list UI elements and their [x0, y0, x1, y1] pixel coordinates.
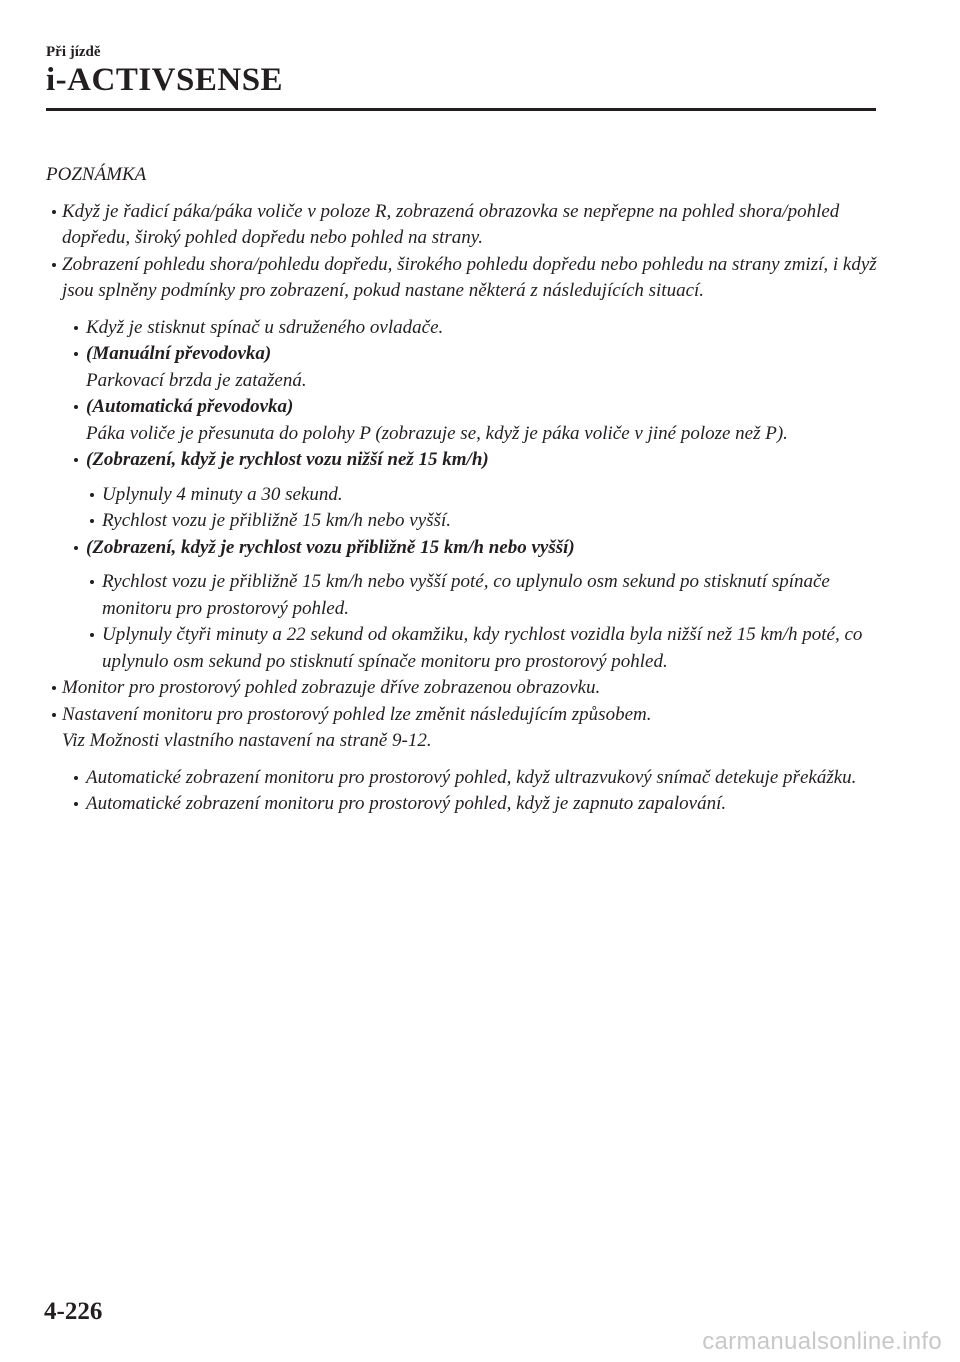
watermark: carmanualsonline.info [702, 1328, 942, 1355]
page-number: 4-226 [44, 1298, 103, 1325]
condition-subitem: Uplynuly 4 minuty a 30 sekund. [102, 483, 343, 505]
bullet-icon [74, 776, 78, 780]
note-item-text: Nastavení monitoru pro prostorový pohled lze změnit následujícím způsobem. [62, 703, 652, 725]
list-item [46, 508, 882, 535]
note-item-text: Zobrazení pohledu shora/pohledu dopředu, širokého pohledu dopředu nebo pohledu na strany zmizí, i když jsou splněny podmínky pro zobrazení, pokud nastane některá z následujících situací. [62, 253, 877, 301]
list-item [46, 341, 882, 394]
list-item [46, 394, 882, 447]
bullet-icon [74, 802, 78, 806]
condition-subitem: Rychlost vozu je přibližně 15 km/h nebo vyšší poté, co uplynulo osm sekund po stisknutí spínače monitoru pro prostorový pohled. [102, 571, 830, 619]
bullet-icon [74, 352, 78, 356]
bullet-icon [52, 263, 56, 267]
list-item [46, 622, 882, 675]
bullet-icon [90, 633, 94, 637]
section-title: i-ACTIVSENSE [46, 62, 284, 98]
condition-heading: (Zobrazení, když je rychlost vozu nižší než 15 km/h) [86, 449, 489, 470]
bullet-icon [74, 326, 78, 330]
list-item [46, 482, 882, 509]
list-item [46, 315, 882, 342]
bullet-icon [74, 405, 78, 409]
list-item [46, 702, 882, 755]
list-item [46, 569, 882, 622]
list-item [46, 791, 882, 818]
note-item-text: Monitor pro prostorový pohled zobrazuje dříve zobrazenou obrazovku. [62, 677, 601, 698]
note-heading: POZNÁMKA [46, 164, 147, 185]
condition-heading: (Automatická převodovka) [86, 396, 294, 417]
bullet-icon [52, 713, 56, 717]
bullet-icon [74, 546, 78, 550]
section-label: Při jízdě [46, 44, 101, 60]
note-block [46, 162, 882, 818]
list-item [46, 252, 882, 305]
list-item [46, 447, 882, 474]
settings-subitem: Automatické zobrazení monitoru pro prostorový pohled, když je zapnuto zapalování. [86, 793, 727, 814]
condition-heading: (Manuální převodovka) [86, 343, 272, 364]
bullet-icon [52, 686, 56, 690]
cross-reference: Viz Možnosti vlastního nastavení na straně 9-12. [62, 730, 432, 751]
condition-text: Parkovací brzda je zatažená. [86, 369, 307, 391]
condition-subitem: Uplynuly čtyři minuty a 22 sekund od okamžiku, kdy rychlost vozidla byla nižší než 15 km/h poté, co uplynulo osm sekund po stisknutí spínače monitoru pro prostorový pohled. [102, 624, 863, 672]
note-item-text: Když je řadicí páka/páka voliče v poloze R, zobrazená obrazovka se nepřepne na pohled shora/pohled dopředu, široký pohled dopředu nebo pohled na strany. [62, 200, 840, 248]
bullet-icon [74, 458, 78, 462]
settings-subitem: Automatické zobrazení monitoru pro prostorový pohled, když ultrazvukový snímač detekuje překážku. [86, 766, 857, 788]
condition-text: Když je stisknut spínač u sdruženého ovladače. [86, 316, 444, 338]
list-item [46, 765, 882, 792]
list-item [46, 199, 882, 252]
condition-subitem: Rychlost vozu je přibližně 15 km/h nebo vyšší. [102, 510, 451, 531]
condition-heading: (Zobrazení, když je rychlost vozu přibližně 15 km/h nebo vyšší) [86, 536, 575, 558]
list-item [46, 535, 882, 562]
bullet-icon [90, 580, 94, 584]
bullet-icon [90, 519, 94, 523]
bullet-icon [90, 493, 94, 497]
condition-text: Páka voliče je přesunuta do polohy P (zobrazuje se, když je páka voliče v jiné poloze než P). [86, 422, 788, 444]
title-rule [46, 108, 876, 111]
bullet-icon [52, 210, 56, 214]
list-item [46, 675, 882, 702]
